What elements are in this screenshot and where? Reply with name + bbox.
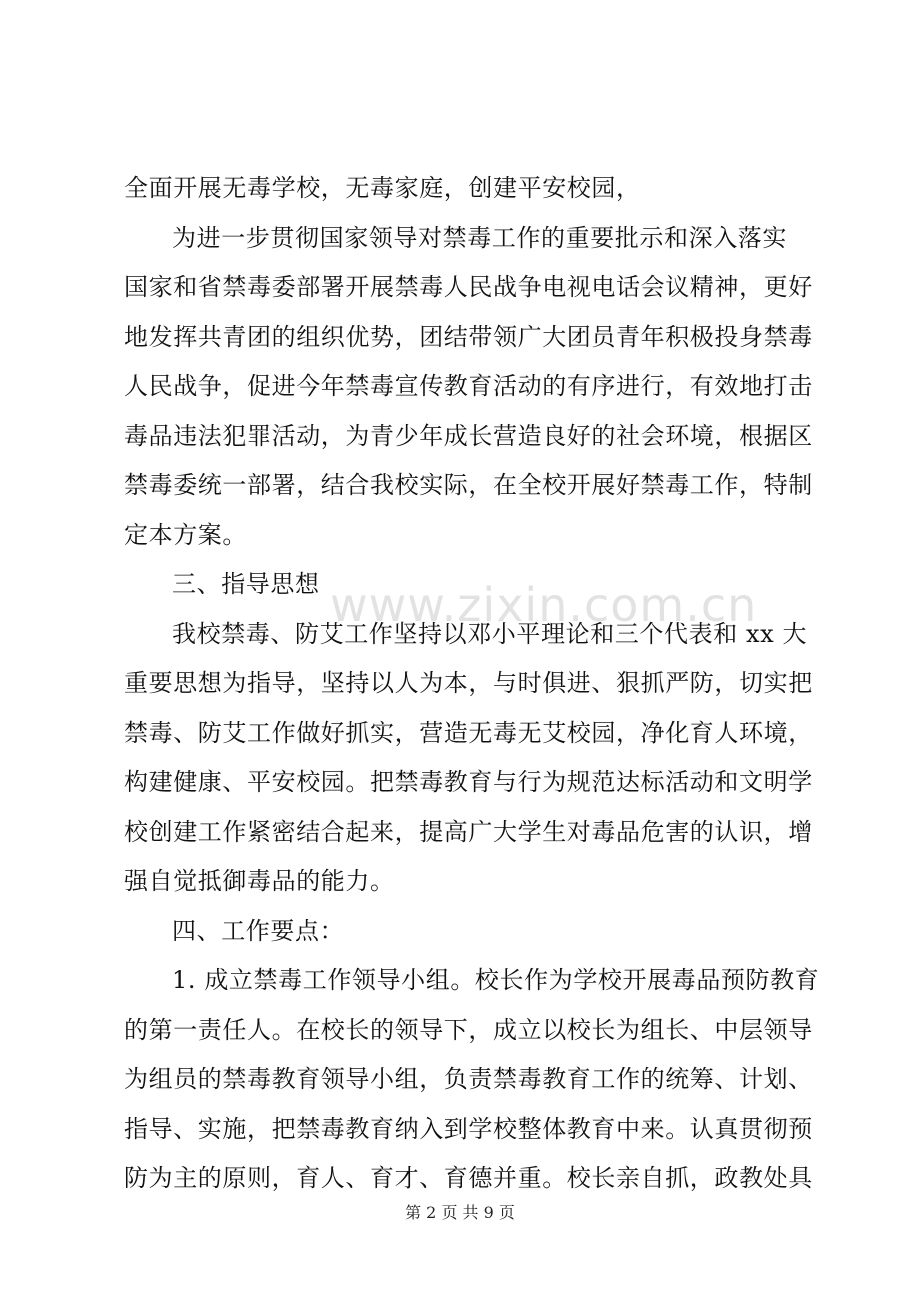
section-heading: 四、工作要点： (172, 917, 345, 945)
text-line: 重要思想为指导，坚持以人为本，与时俱进、狠抓严防，切实把 (124, 669, 813, 697)
text-line: 为进一步贯彻国家领导对禁毒工作的重要批示和深入落实 (172, 224, 787, 252)
text-line: 校创建工作紧密结合起来，提高广大学生对毒品危害的认识，增 (124, 818, 813, 846)
text-line: 国家和省禁毒委部署开展禁毒人民战争电视电话会议精神，更好 (124, 273, 813, 301)
text-line: 防为主的原则，育人、育才、育德并重。校长亲自抓，政教处具 (124, 1164, 813, 1192)
text-line: 构建健康、平安校园。把禁毒教育与行为规范达标活动和文明学 (124, 768, 813, 796)
text-line: 我校禁毒、防艾工作坚持以邓小平理论和三个代表和 xx 大 (172, 620, 808, 648)
text-line: 强自觉抵御毒品的能力。 (124, 867, 395, 895)
page-number-footer: 第 2 页 共 9 页 (405, 1203, 515, 1222)
text-line: 定本方案。 (124, 521, 247, 549)
text-line: 为组员的禁毒教育领导小组，负责禁毒教育工作的统筹、计划、 (124, 1065, 813, 1093)
text-line: 毒品违法犯罪活动，为青少年成长营造良好的社会环境，根据区 (124, 422, 813, 450)
text-line: 人民战争，促进今年禁毒宣传教育活动的有序进行，有效地打击 (124, 372, 813, 400)
text-line: 全面开展无毒学校，无毒家庭，创建平安校园， (124, 174, 641, 202)
watermark-text: www.zixin.com.cn (330, 578, 758, 632)
text-line: 指导、实施，把禁毒教育纳入到学校整体教育中来。认真贯彻预 (124, 1115, 813, 1143)
text-line: 地发挥共青团的组织优势，团结带领广大团员青年积极投身禁毒 (124, 323, 813, 351)
text-line: 禁毒委统一部署，结合我校实际，在全校开展好禁毒工作，特制 (124, 471, 813, 499)
text-line: 1. 成立禁毒工作领导小组。校长作为学校开展毒品预防教育 (172, 966, 820, 994)
section-heading: 三、指导思想 (172, 570, 320, 598)
text-line: 禁毒、防艾工作做好抓实，营造无毒无艾校园，净化育人环境， (124, 719, 813, 747)
text-line: 的第一责任人。在校长的领导下，成立以校长为组长、中层领导 (124, 1016, 813, 1044)
